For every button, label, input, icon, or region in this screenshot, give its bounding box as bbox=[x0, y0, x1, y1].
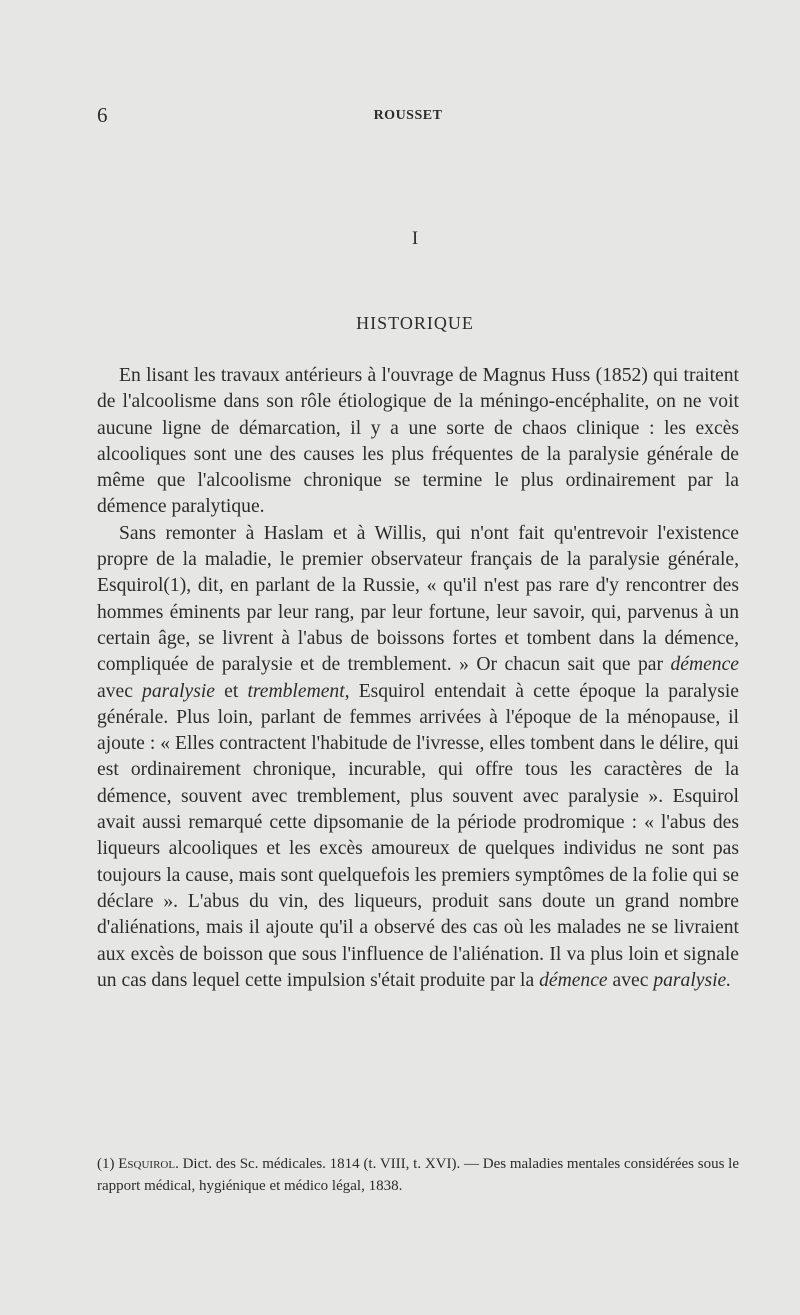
paragraph-2 bbox=[97, 521, 739, 994]
italic-term: paralysie bbox=[142, 680, 215, 702]
text-run: , Esquirol entendait à cette époque la paralysie générale. Plus loin, parlant de femmes arrivées à l'époque de la ménopause, il ajoute : « Elles contractent l'habitude de l'ivresse, elles tombent dans le délire, qui est ordinairement chronique, incurable, qui offre tous les caractères de la démence, souvent avec tremblement, plus souvent avec paralysie ». Esquirol avait aussi remarqué cette dipsomanie de la période prodromique : « l'abus des liqueurs alcooliques et les excès amoureux de quelques individus ne sont pas toujours la cause, mais sont quelquefois les premiers symptômes de la folie qui se déclare ». L'abus du vin, des liqueurs, produit sans doute un grand nombre d'aliénations, mais il ajoute qu'il a observé des cas où les malades ne se livraient aux excès de boisson que sous l'influence de l'aliénation. Il va plus loin et signale un cas dans lequel cette impulsion s'était produite par la bbox=[97, 680, 739, 991]
text-run: et bbox=[214, 680, 248, 702]
page-number: 6 bbox=[97, 103, 108, 127]
footnote-author: Esquirol bbox=[118, 1156, 176, 1172]
text-run: avec bbox=[97, 680, 143, 702]
footnote-marker: (1) bbox=[97, 1156, 119, 1172]
italic-term: paralysie. bbox=[653, 969, 732, 991]
text-run: avec bbox=[607, 969, 654, 991]
running-head: ROUSSET bbox=[373, 108, 443, 123]
footnote bbox=[97, 1153, 739, 1197]
italic-term: démence bbox=[539, 969, 608, 991]
body-text bbox=[97, 363, 739, 994]
section-title: HISTORIQUE bbox=[356, 313, 474, 333]
footnote-text: . Dict. des Sc. médicales. 1814 (t. VIII, t. XVI). — Des maladies mentales considérées sous le rapport médical, hygiénique et médico légal, 1838. bbox=[97, 1156, 739, 1194]
paragraph-1: En lisant les travaux antérieurs à l'ouvrage de Magnus Huss (1852) qui traitent de l'alcoolisme dans son rôle étiologique de la méningo-encéphalite, on ne voit aucune ligne de démarcation, il y a une sorte de chaos clinique : les excès alcooliques sont une des causes les plus fréquentes de la paralysie générale de même que l'alcoolisme chronique se termine le plus ordinairement par la démence paralytique. bbox=[97, 365, 739, 518]
text-run: Sans remonter à Haslam et à Willis, qui n'ont fait qu'entrevoir l'existence propre de la maladie, le premier observateur français de la paralysie générale, Esquirol(1), dit, en parlant de la Russie, « qu'il n'est pas rare d'y rencontrer des hommes éminents par leur rang, par leur fortune, leur savoir, qui, parvenus à un certain âge, se livrent à l'abus de boissons fortes et tombent dans la démence, compliquée de paralysie et de tremblement. » Or chacun sait que par bbox=[97, 522, 739, 676]
italic-term: tremblement bbox=[247, 680, 345, 702]
section-number: I bbox=[411, 228, 419, 249]
italic-term: démence bbox=[670, 654, 739, 676]
